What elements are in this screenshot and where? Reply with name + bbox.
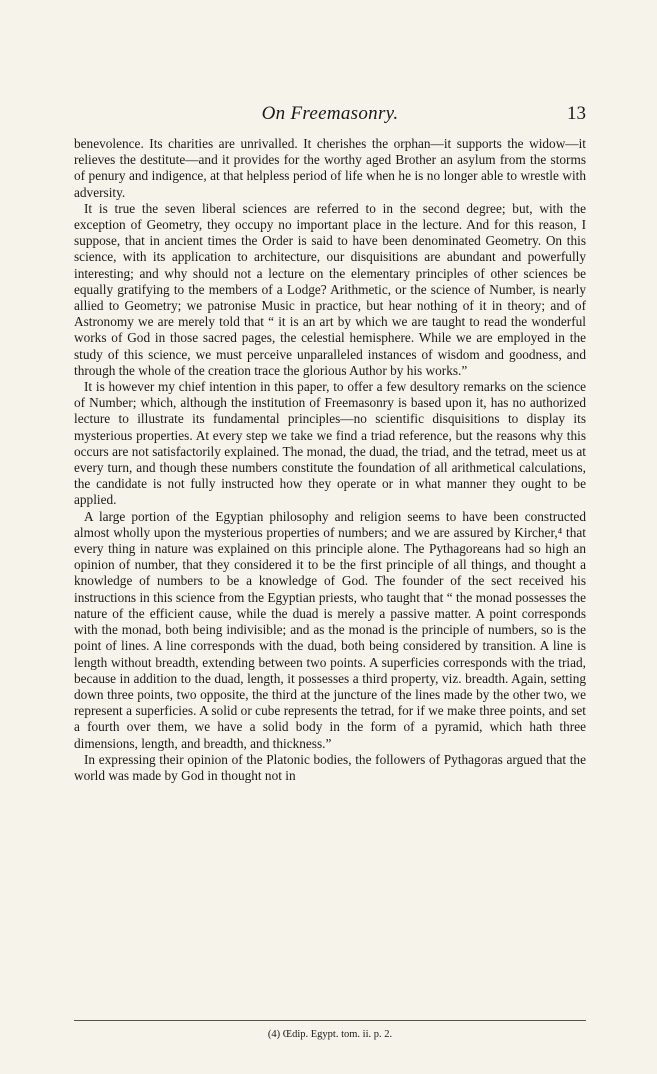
footnote: (4) Œdip. Egypt. tom. ii. p. 2. xyxy=(267,1029,393,1040)
running-title: On Freemasonry. xyxy=(261,103,399,124)
footnote-rule xyxy=(74,1020,586,1021)
running-head xyxy=(74,103,586,127)
paragraph-4: A large portion of the Egyptian philosophy and religion seems to have been constructed almost wholly upon the mysterious properties of numbers; and we are assured by Kircher,⁴ that every thing in nature was explained on this principle alone. The Pythagoreans had so high an opinion of number, that they considered it to be the first principle of all things, and thought a knowledge of numbers to be a knowledge of God. The founder of the sect received his instructions in this science from the Egyptian priests, who taught that “ the monad possesses the nature of the efficient cause, while the duad is merely a passive matter. A point corresponds with the monad, both being indivisible; and as the monad is the principle of numbers, so is the point of lines. A line corresponds with the duad, both being considered by transition. A line is length without breadth, extending between two points. A superficies corresponds with the triad, because in addition to the duad, length, it possesses a third property, viz. breadth. Again, setting down three points, two opposite, the third at the juncture of the lines made by the other two, we represent a superficies. A solid or cube represents the tetrad, for if we make three points, and set a fourth over them, we have a solid body in the form of a pyramid, which hath three dimensions, length, and breadth, and thickness.” xyxy=(74,508,586,751)
paragraph-2: It is true the seven liberal sciences are referred to in the second degree; but, with the exception of Geometry, they occupy no important place in the lecture. And for this reason, I suppose, that in ancient times the Order is said to have been denominated Geometry. On this science, with its application to architecture, our disquisitions are abundant and powerfully interesting; and why should not a lecture on the elementary principles of other sciences be equally gratifying to the members of a Lodge? Arithmetic, or the science of Number, is nearly allied to Geometry; we patronise Music in practice, but hear nothing of it in theory; and of Astronomy we are merely told that “ it is an art by which we are taught to read the wonderful works of God in those sacred pages, the celestial hemisphere. While we are employed in the study of this science, we must perceive unparalleled instances of wisdom and goodness, and through the whole of the creation trace the glorious Author by his works.” xyxy=(74,200,586,378)
paragraph-3: It is however my chief intention in this paper, to offer a few desultory remarks on the science of Number; which, although the institution of Freemasonry is based upon it, has no authorized lecture to illustrate its fundamental principles—no scientific disquisitions to display its mysterious properties. At every step we take we find a triad reference, but the reasons why this occurs are not satisfactorily explained. The monad, the duad, the triad, and the tetrad, meet us at every turn, and though these numbers constitute the foundation of all arithmetical calculations, the candidate is not fully instructed how they operate or in what manner they ought to be applied. xyxy=(74,379,586,508)
page-number: 13 xyxy=(567,103,586,124)
body-text xyxy=(74,136,586,784)
paragraph-5: In expressing their opinion of the Platonic bodies, the followers of Pythagoras argued that the world was made by God in thought not in xyxy=(74,751,586,783)
paragraph-1: benevolence. Its charities are unrivalled. It cherishes the orphan—it supports the widow—it relieves the destitute—and it provides for the worthy aged Brother an asylum from the storms of penury and indigence, at that helpless period of life when he is no longer able to wrestle with adversity. xyxy=(74,136,586,200)
